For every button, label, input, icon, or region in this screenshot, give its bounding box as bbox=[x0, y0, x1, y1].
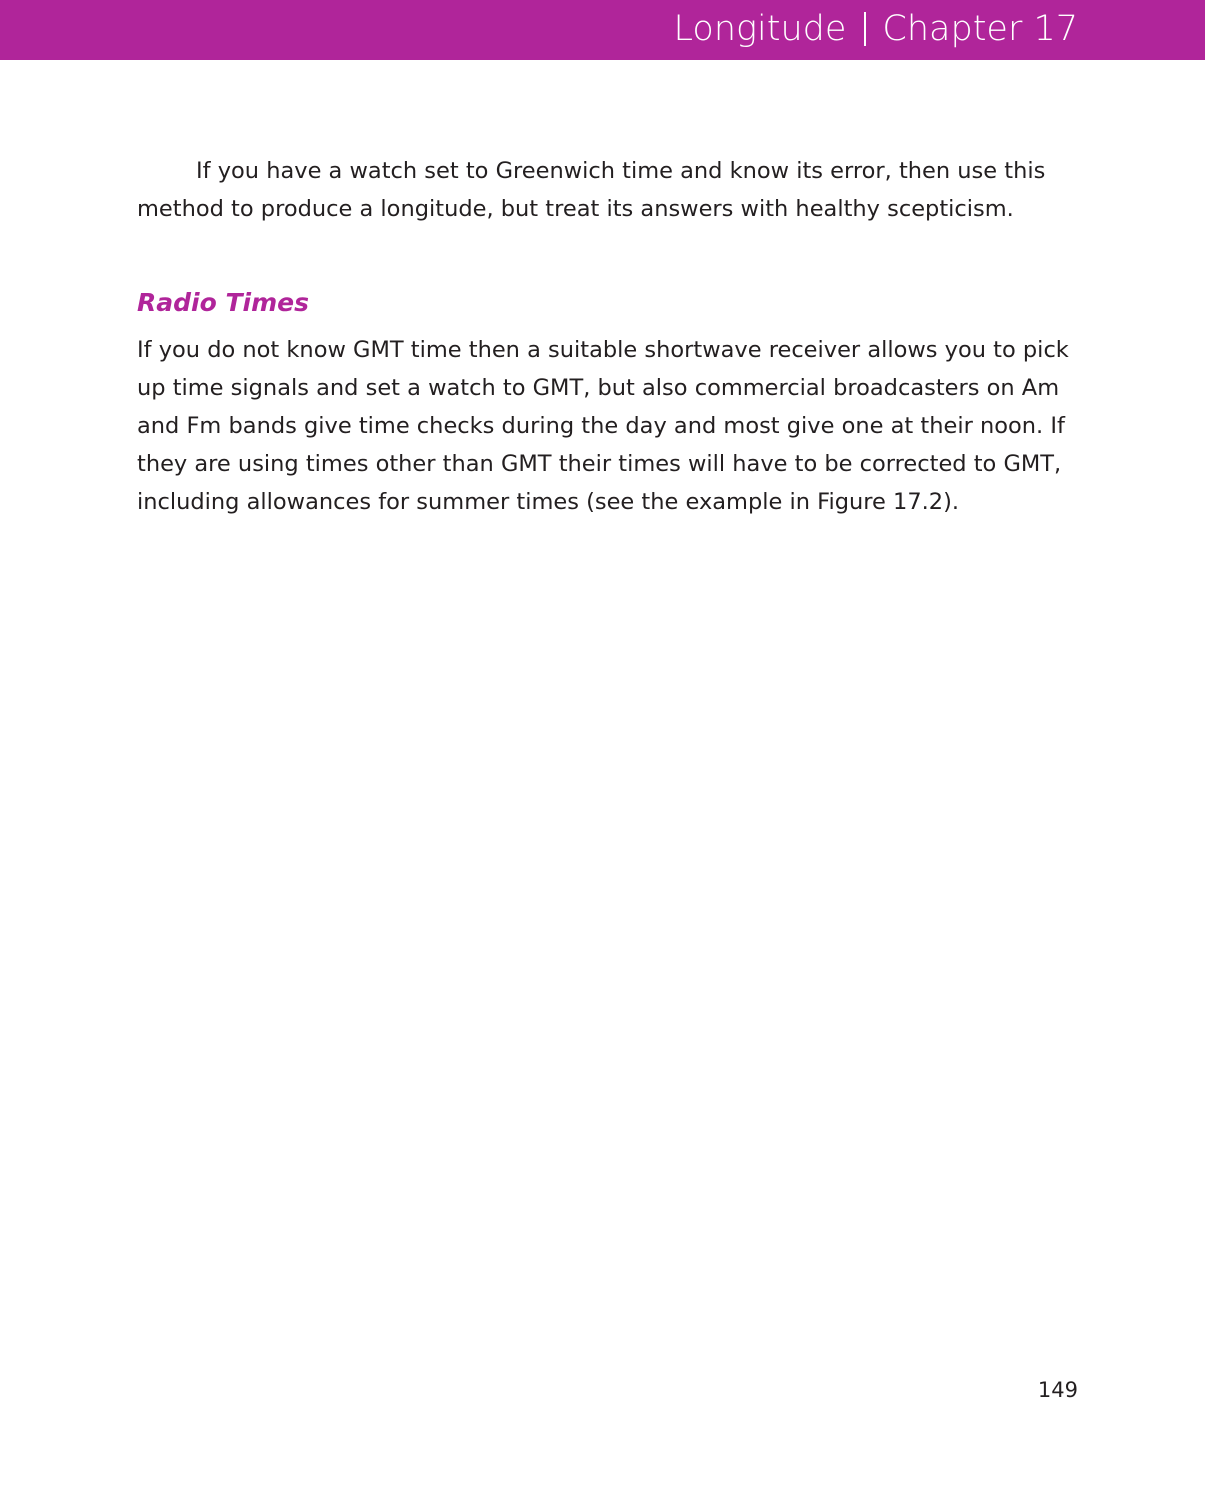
book-title: Longitude bbox=[673, 9, 847, 49]
page-body bbox=[137, 152, 1082, 521]
section-heading: Radio Times bbox=[137, 288, 309, 317]
page-number: 149 bbox=[1037, 1378, 1078, 1402]
running-header bbox=[0, 0, 1205, 60]
header-title bbox=[674, 3, 1078, 55]
intro-paragraph: If you have a watch set to Greenwich time and know its error, then use this method to produce a longitude, but treat its answers with healthy scepticism. bbox=[137, 158, 1046, 222]
header-divider bbox=[864, 12, 866, 46]
chapter-label: Chapter 17 bbox=[882, 9, 1078, 49]
section-paragraph: If you do not know GMT time then a suitable shortwave receiver allows you to pick up time signals and set a watch to GMT, but also commercial broadcasters on Am and Fm bands give time checks during the day and most give one at their noon. If they are using times other than GMT their times will have to be corrected to GMT, including allowances for summer times (see the example in Figure 17.2). bbox=[137, 337, 1069, 515]
